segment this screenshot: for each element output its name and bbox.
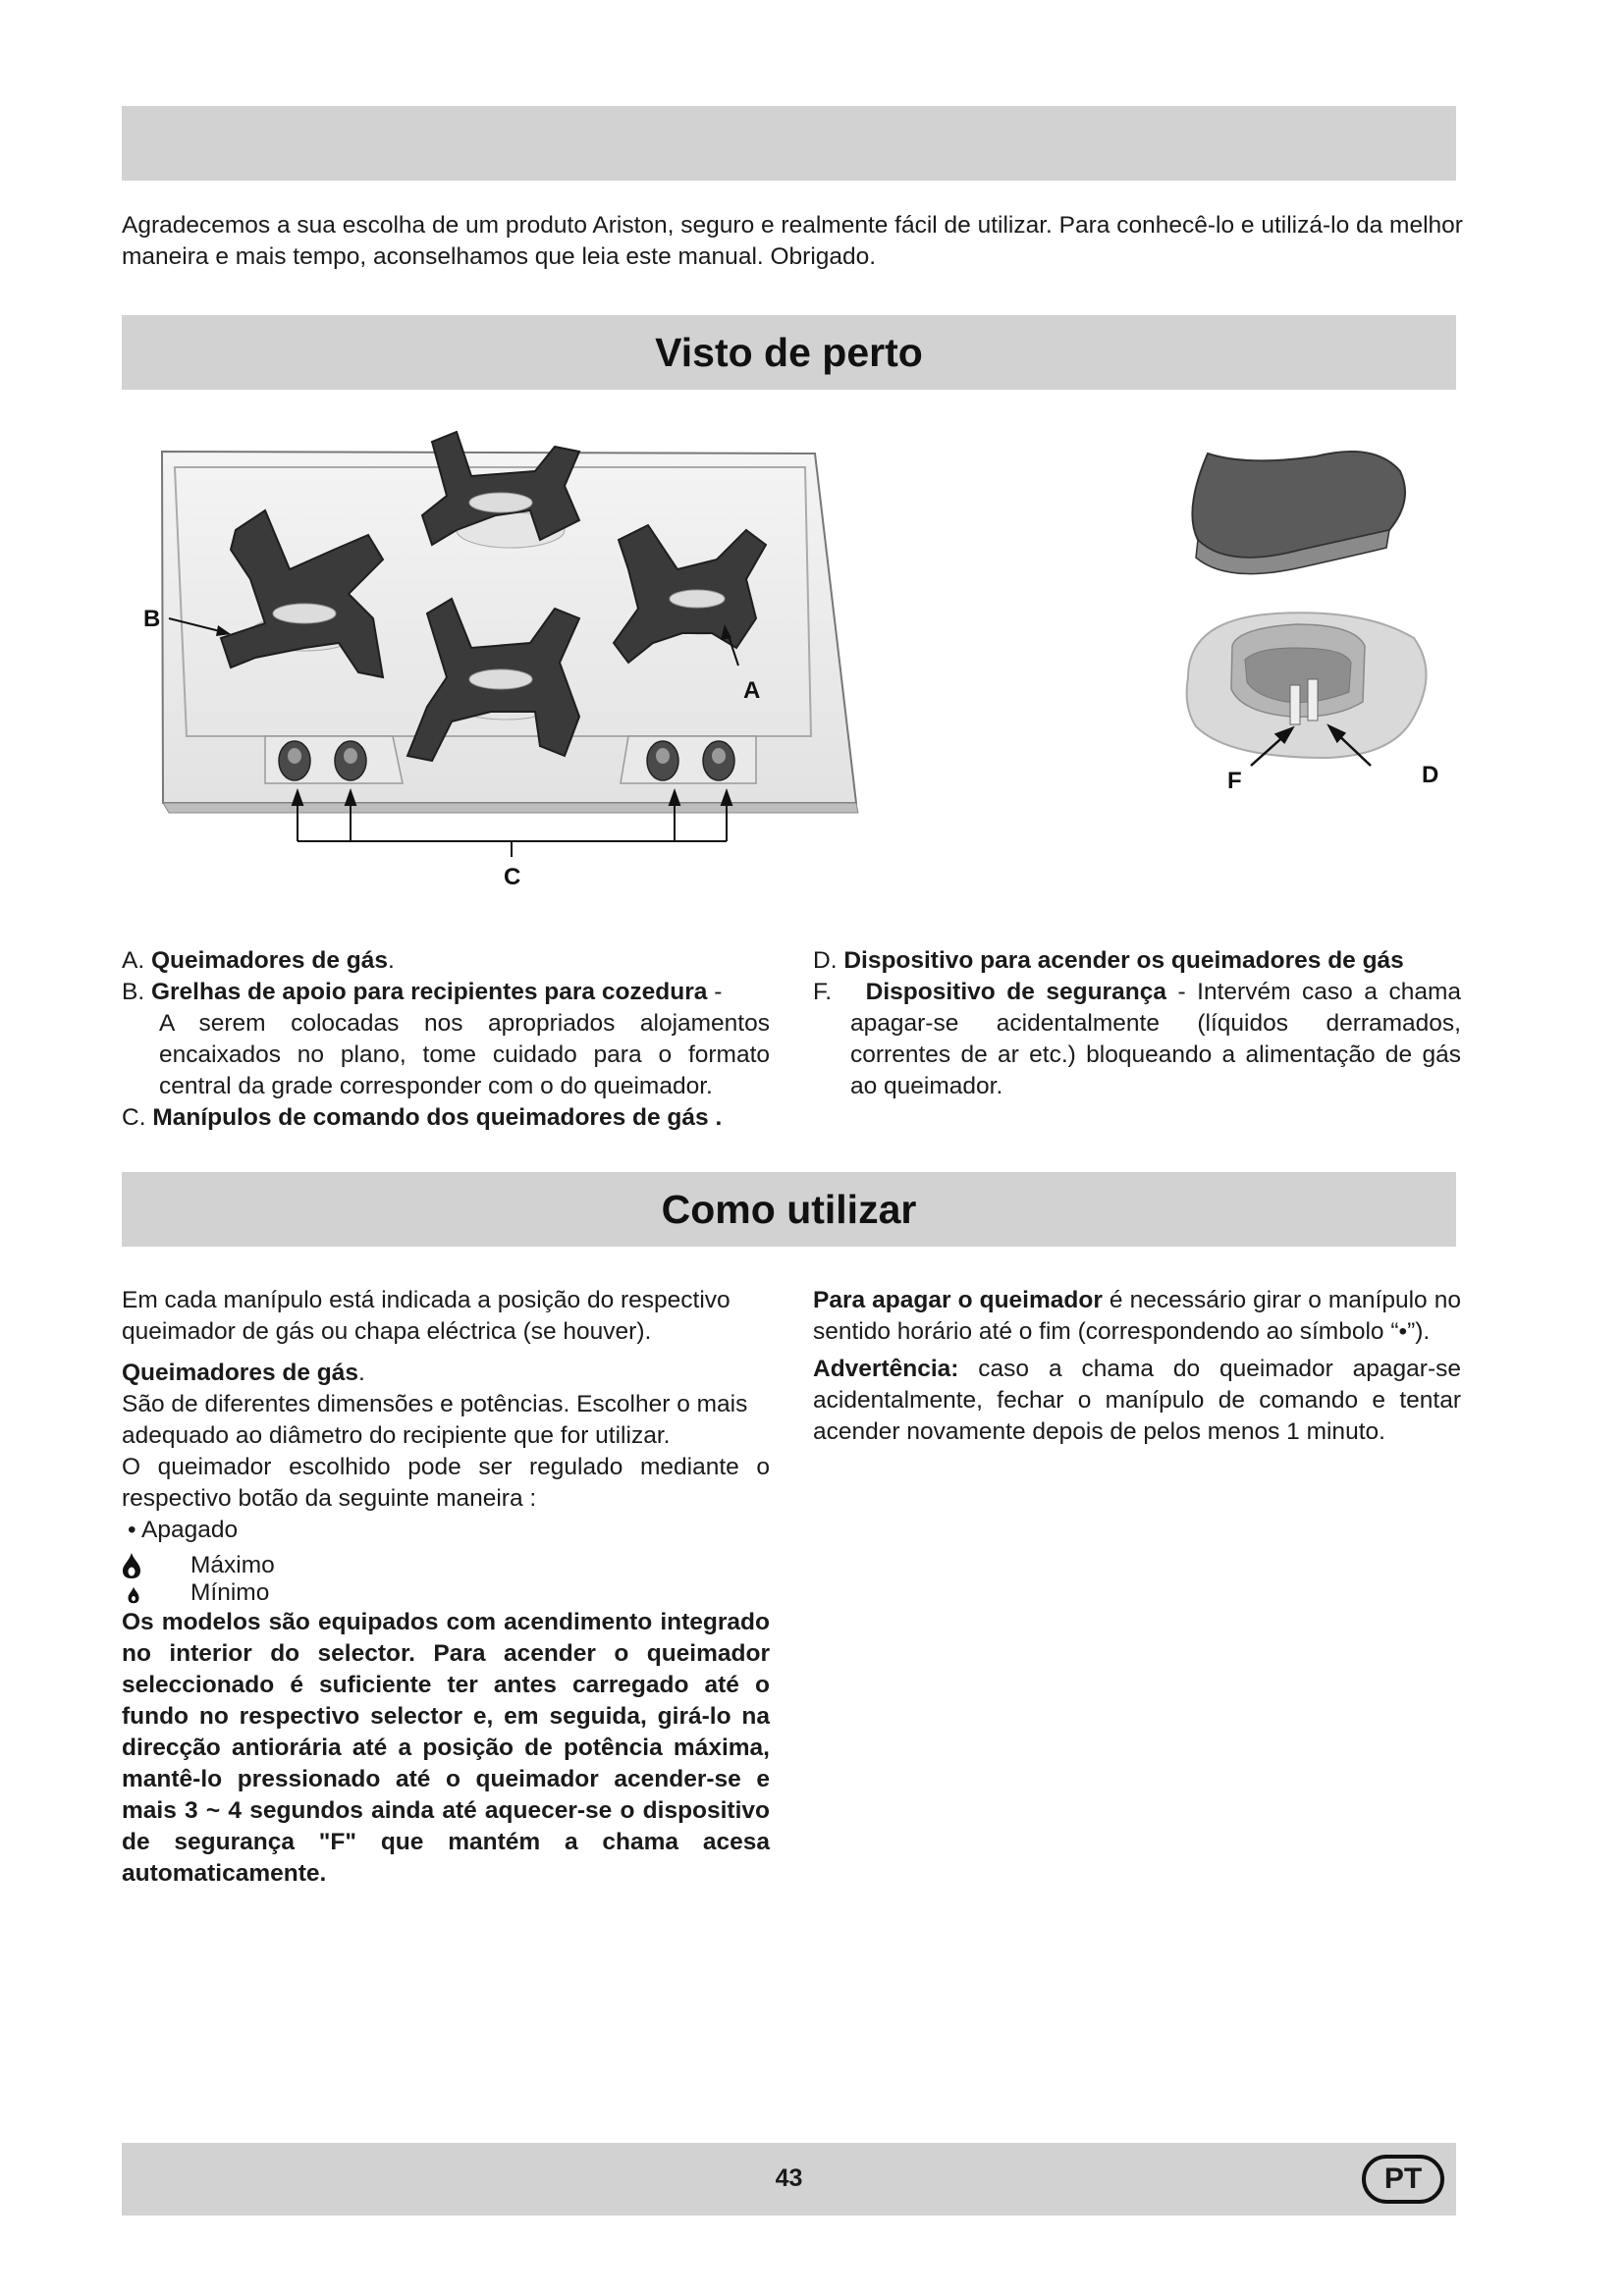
min-label: Mínimo xyxy=(190,1579,270,1606)
warning-title: Advertência: xyxy=(813,1356,959,1382)
section-title-como: Como utilizar xyxy=(661,1186,917,1232)
label-d: D xyxy=(1422,762,1439,788)
min-row xyxy=(122,1579,770,1607)
legend-c-prefix: C. xyxy=(122,1104,146,1131)
legend-item-f xyxy=(813,977,1461,1102)
legend-b-prefix: B. xyxy=(122,979,145,1005)
legend-a-title: Queimadores de gás xyxy=(150,947,388,974)
label-f: F xyxy=(1227,768,1242,794)
usage-p1: Em cada manípulo está indicada a posição do respectivo queimador de gás ou chapa eléctrica (se houver). xyxy=(122,1287,731,1345)
legend-d-prefix: D. xyxy=(813,947,838,974)
intro-text: Agradecemos a sua escolha de um produto Ariston, seguro e realmente fácil de utilizar. Para conhecê-lo e utilizá-lo da melhor maneira e mais tempo, aconselhamos que leia este manual. Obrigado. xyxy=(122,212,1463,270)
turn-off-title: Para apagar o queimador xyxy=(813,1287,1103,1313)
legend-left xyxy=(122,945,770,1134)
warning xyxy=(813,1354,1461,1448)
turn-off-instructions xyxy=(813,1285,1461,1348)
footer-bar xyxy=(122,2143,1456,2216)
legend-item-d xyxy=(813,945,1461,977)
section-header-visto xyxy=(122,315,1456,390)
max-label: Máximo xyxy=(190,1552,275,1578)
flame-max-icon xyxy=(122,1552,141,1579)
burners-title-end: . xyxy=(358,1360,365,1386)
page-number: 43 xyxy=(775,2164,803,2192)
legend-item-a xyxy=(122,945,770,977)
ignition-instructions: Os modelos são equipados com acendimento integrado no interior do selector. Para acender o queimador seleccionado é suficiente ter antes carregado até o fundo no respectivo selector e, em seguida, girá-lo na direcção antiorária até a posição de potência máxima, mantê-lo pressionado até o queimador acender-se e mais 3 ~ 4 segundos ainda até aquecer-se o dispositivo de segurança "F" que mantém a chama acesa automaticamente. xyxy=(122,1609,770,1887)
section-header-como xyxy=(122,1172,1456,1247)
max-row xyxy=(122,1552,770,1579)
label-b: B xyxy=(143,606,161,632)
label-c: C xyxy=(504,864,521,890)
warning-text: caso a chama do queimador apagar-se acidentalmente, fechar o manípulo de comando e tentar acender novamente depois de pelos menos 1 minuto. xyxy=(813,1356,1461,1445)
legend-f-text: - Intervém caso a chama apagar-se acidentalmente (líquidos derramados, correntes de ar etc.) bloqueando a alimentação de gás ao queimador. xyxy=(850,979,1462,1099)
legend-b-text: A serem colocadas nos apropriados alojamentos encaixados no plano, tome cuidado para o formato central da grade corresponder com o do queimador. xyxy=(159,1010,770,1099)
legend-f-prefix: F. xyxy=(813,979,833,1005)
legend-b-title: Grelhas de apoio para recipientes para cozedura xyxy=(150,979,708,1005)
label-a: A xyxy=(743,677,761,704)
flame-min-icon xyxy=(124,1582,143,1604)
cooktop-illustration xyxy=(118,422,884,893)
burner-detail-illustration xyxy=(1168,432,1463,844)
legend-d-title: Dispositivo para acender os queimadores de gás xyxy=(843,947,1404,974)
legend-b-dash: - xyxy=(707,979,723,1005)
legend-item-c xyxy=(122,1102,770,1134)
off-position: • Apagado xyxy=(128,1517,239,1543)
legend-c-title: Manípulos de comando dos queimadores de gás . xyxy=(152,1104,723,1131)
legend-item-b xyxy=(122,977,770,1008)
legend-a-prefix: A. xyxy=(122,947,145,974)
header-bar xyxy=(122,106,1456,181)
usage-p3: O queimador escolhido pode ser regulado mediante o respectivo botão da seguinte maneira : xyxy=(122,1454,770,1512)
burners-heading xyxy=(122,1358,770,1389)
legend-a-end: . xyxy=(387,947,395,974)
language-badge: PT xyxy=(1362,2155,1444,2204)
usage-left xyxy=(122,1285,770,1890)
usage-p2: São de diferentes dimensões e potências. Escolher o mais adequado ao diâmetro do recipiente que for utilizar. xyxy=(122,1391,748,1449)
burners-title: Queimadores de gás xyxy=(122,1360,359,1386)
legend-right xyxy=(813,945,1461,1102)
legend-f-title: Dispositivo de segurança xyxy=(865,979,1166,1005)
section-title-visto: Visto de perto xyxy=(655,329,923,375)
usage-right xyxy=(813,1285,1461,1448)
turn-off-text: é necessário girar o manípulo no sentido horário até o fim (correspondendo ao símbolo “•”). xyxy=(813,1287,1461,1345)
